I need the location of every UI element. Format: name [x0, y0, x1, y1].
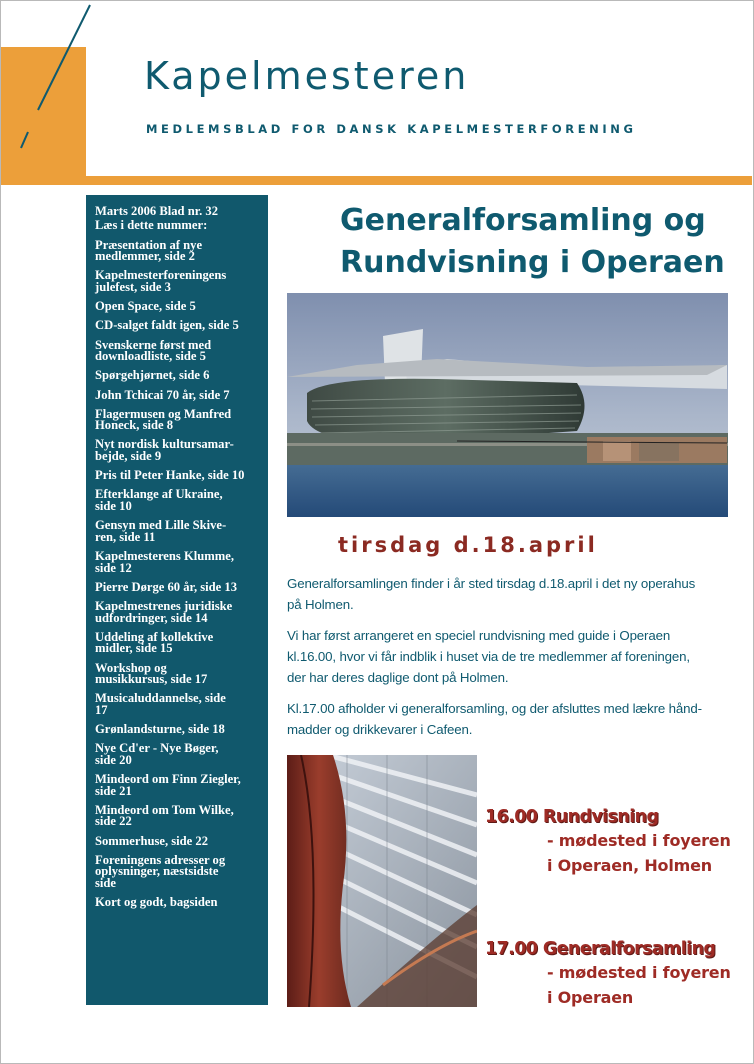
contents-item	[95, 489, 262, 512]
contents-item-line: Grønlandsturne, side 18	[95, 722, 225, 737]
article-body	[287, 573, 735, 750]
contents-item	[95, 439, 262, 462]
contents-item-line: bejde, side 9	[95, 449, 162, 464]
contents-sidebar	[86, 195, 268, 1005]
event-heading: 17.00 Generalforsamling	[485, 939, 716, 959]
contents-item-line: udfordringer, side 14	[95, 610, 208, 625]
magazine-subtitle: MEDLEMSBLAD FOR DANSK KAPELMESTERFORENING	[146, 122, 637, 136]
contents-item	[95, 270, 262, 293]
headline-line: Generalforsamling og	[340, 203, 706, 238]
paragraph-line: der har deres daglige dont på Holmen.	[287, 670, 509, 685]
contents-item	[95, 629, 262, 656]
article-paragraph	[287, 698, 735, 740]
contents-item	[95, 724, 262, 736]
article-headline	[340, 200, 745, 284]
contents-item-line: CD-salget faldt igen, side 5	[95, 318, 239, 333]
contents-item	[95, 833, 262, 848]
opera-house-exterior-photo	[287, 293, 728, 517]
contents-item-line: medlemmer, side 2	[95, 249, 195, 264]
contents-item-line: Gensyn med Lille Skive-	[95, 518, 227, 533]
contents-item	[95, 660, 262, 687]
paragraph-line: på Holmen.	[287, 597, 354, 612]
contents-item-line: Nyt nordisk kultursamar-	[95, 437, 234, 452]
contents-item	[95, 551, 262, 574]
contents-item-line: Kapelmesterens Klumme,	[95, 549, 234, 563]
contents-item-line: Kapelmesterforeningens	[95, 268, 227, 283]
headline-line: Rundvisning i Operaen	[340, 245, 725, 280]
event-date: tirsdag d.18.april	[338, 533, 598, 557]
contents-item	[95, 897, 262, 909]
contents-item-line: Flagermusen og Manfred	[95, 406, 232, 421]
contents-item-line: Open Space, side 5	[95, 299, 196, 314]
contents-item-line: Præsentation af nye	[95, 237, 203, 252]
event-heading: 16.00 Rundvisning	[485, 807, 659, 827]
contents-item	[95, 237, 262, 264]
contents-item-line: side 20	[95, 752, 132, 767]
event-detail-line: i Operaen	[547, 988, 634, 1007]
contents-item	[95, 520, 262, 543]
contents-item-line: side 12	[95, 560, 132, 575]
article-paragraph	[287, 573, 735, 615]
contents-item-line: Mindeord om Finn Ziegler,	[95, 772, 241, 787]
contents-item-line: 17	[95, 702, 108, 717]
contents-item-line: musikkursus, side 17	[95, 672, 208, 687]
contents-item-line: Sommerhuse, side 22	[95, 833, 208, 848]
contents-heading: Læs i dette nummer:	[95, 218, 208, 232]
contents-item-line: John Tchicai 70 år, side 7	[95, 387, 230, 402]
contents-item	[95, 470, 262, 482]
contents-item-line: side 10	[95, 499, 132, 514]
contents-item	[95, 337, 262, 364]
contents-item-line: ren, side 11	[95, 529, 156, 544]
contents-item	[95, 693, 262, 716]
paragraph-line: Kl.17.00 afholder vi generalforsamling, og der afsluttes med lækre hånd-	[287, 701, 702, 716]
contents-item	[95, 301, 262, 313]
paragraph-line: Generalforsamlingen finder i år sted tirsdag d.18.april i det ny operahus	[287, 576, 696, 591]
contents-item-line: side 22	[95, 814, 132, 829]
magazine-title: Kapelmesteren	[144, 54, 470, 98]
contents-item-line: Honeck, side 8	[95, 418, 174, 433]
contents-item-line: midler, side 15	[95, 641, 173, 656]
contents-item-line: julefest, side 3	[95, 279, 171, 294]
event-detail-line: - mødested i foyeren	[547, 831, 731, 850]
contents-item-line: Uddeling af kollektive	[95, 629, 214, 644]
contents-item-line: Pris til Peter Hanke, side 10	[95, 468, 245, 483]
contents-item	[95, 852, 262, 890]
contents-item	[95, 370, 262, 382]
contents-item-line: Svenskerne først med	[95, 337, 212, 352]
event-detail-line: - mødested i foyeren	[547, 963, 731, 982]
contents-item	[95, 802, 262, 829]
contents-item-line: Spørgehjørnet, side 6	[95, 368, 210, 383]
contents-item-line: Musicaluddannelse, side	[95, 691, 226, 706]
contents-item-line: Nye Cd'er - Nye Bøger,	[95, 741, 219, 756]
paragraph-line: Vi har først arrangeret en speciel rundvisning med guide i Operaen	[287, 628, 671, 643]
issue-info: Marts 2006 Blad nr. 32	[95, 204, 219, 218]
contents-item-line: Efterklange af Ukraine,	[95, 487, 223, 502]
contents-item	[95, 320, 262, 332]
contents-item-line: downloadliste, side 5	[95, 349, 206, 364]
article-paragraph	[287, 625, 735, 688]
contents-item-line: Mindeord om Tom Wilke,	[95, 802, 234, 817]
paragraph-line: kl.16.00, hvor vi får indblik i huset via de tre medlemmer af foreningen,	[287, 649, 690, 664]
contents-item-line: oplysninger, næstsidste	[95, 864, 219, 879]
contents-item-line: side 21	[95, 783, 132, 798]
contents-item-line: Pierre Dørge 60 år, side 13	[95, 579, 237, 594]
contents-item-line: Kapelmestrenes juridiske	[95, 598, 233, 613]
contents-item	[95, 743, 262, 766]
slash-logo-mark	[0, 0, 110, 160]
event-rundvisning	[485, 806, 731, 878]
masthead-orange-rule	[86, 176, 752, 185]
contents-item-line: Foreningens adresser og	[95, 852, 226, 867]
contents-item-line: Workshop og	[95, 660, 167, 675]
contents-item	[95, 579, 262, 594]
contents-item-line: side	[95, 876, 116, 890]
event-generalforsamling	[485, 938, 731, 1010]
contents-item	[95, 406, 262, 433]
contents-item	[95, 598, 262, 625]
paragraph-line: madder og drikkevarer i Cafeen.	[287, 722, 473, 737]
contents-item	[95, 774, 262, 797]
contents-item-line: Kort og godt, bagsiden	[95, 895, 218, 910]
event-detail-line: i Operaen, Holmen	[547, 856, 712, 875]
opera-foyer-interior-photo	[287, 755, 477, 1007]
contents-list	[95, 237, 262, 910]
contents-item	[95, 387, 262, 402]
